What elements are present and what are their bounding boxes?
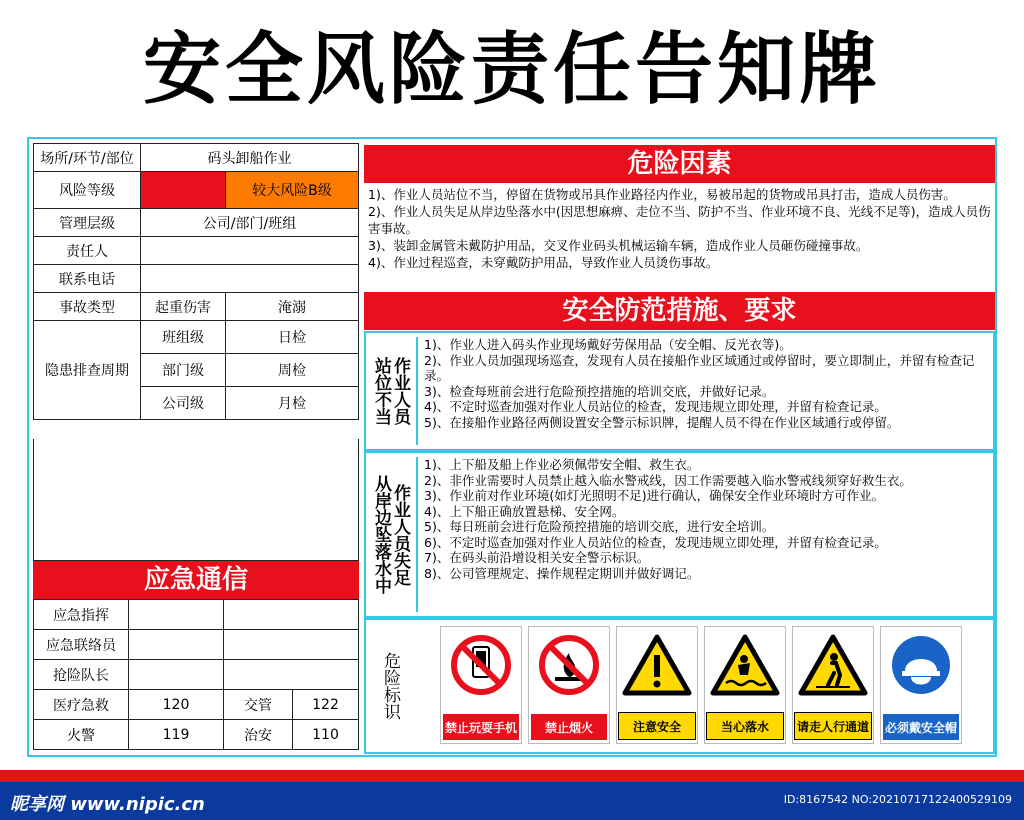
list-item: 7)、在码头前沿增设相关安全警示标识。 — [424, 550, 650, 565]
emergency-cell — [224, 660, 359, 690]
list-item: 1)、上下船及船上作业必须佩带安全帽、救生衣。 — [424, 457, 700, 472]
medical-number: 120 — [129, 690, 224, 720]
accident-label: 事故类型 — [34, 293, 141, 321]
check-period: 日检 — [226, 321, 359, 354]
phone-value — [141, 265, 359, 293]
block-label-col: 作业人员失足 — [390, 483, 410, 586]
footer-stripe — [0, 770, 1024, 782]
block-label-col: 站位不当 — [371, 357, 391, 425]
list-item: 3)、作业前对作业环境(如灯光照明不足)进行确认，确保安全作业环境时方可作业。 — [424, 488, 885, 503]
block-items — [416, 457, 989, 612]
fire-label: 火警 — [34, 720, 129, 750]
check-level: 公司级 — [141, 387, 226, 420]
resp-value — [141, 237, 359, 265]
block-items — [416, 337, 989, 445]
fall-water-icon — [710, 633, 780, 697]
sign-caution — [616, 626, 698, 744]
medical-label: 医疗急救 — [34, 690, 129, 720]
info-table — [33, 143, 359, 420]
list-item: 1)、作业人进入码头作业现场戴好劳保用品（安全帽、反光衣等)。 — [424, 337, 792, 352]
sign-label: 当心落水 — [706, 712, 784, 740]
block-label-col: 作业人员 — [390, 357, 410, 425]
walkway-icon — [798, 633, 868, 697]
sign-label: 禁止烟火 — [531, 714, 607, 740]
emergency-cell — [224, 600, 359, 630]
danger-list — [368, 186, 992, 271]
sign-helmet — [880, 626, 962, 744]
no-phone-icon — [449, 633, 513, 697]
list-item: 3)、检查每班前会进行危险预控措施的培训交底，并做好记录。 — [424, 383, 775, 399]
blank-area — [33, 439, 359, 561]
image-id: ID:8167542 NO:20210717122400529109 — [783, 793, 1012, 806]
check-period: 月检 — [226, 387, 359, 420]
risk-label: 风险等级 — [34, 172, 141, 209]
measures-title: 安全防范措施、要求 — [364, 292, 995, 330]
list-item: 6)、不定时巡查加强对作业人员站位的检查，发现违规立即处理，并留有检查记录。 — [424, 534, 887, 550]
phone-label: 联系电话 — [34, 265, 141, 293]
place-value: 码头卸船作业 — [141, 144, 359, 172]
measures-block-position — [364, 331, 995, 451]
place-label: 场所/环节/部位 — [34, 144, 141, 172]
block-label — [366, 333, 414, 449]
list-item: 4)、不定时巡查加强对作业人员站位的检查，发现违规立即处理，并留有检查记录。 — [424, 399, 887, 414]
block-label — [366, 453, 414, 616]
traffic-label: 交管 — [224, 690, 293, 720]
sign-label: 注意安全 — [618, 712, 696, 740]
sign-label: 禁止玩耍手机 — [443, 714, 519, 740]
risk-value: 较大风险B级 — [226, 172, 359, 209]
danger-item: 2)、作业人员失足从岸边坠落水中(因思想麻痹、走位不当、防护不当、作业环境不良、光线不足等)，造成人员伤害事故。 — [368, 204, 991, 236]
list-item: 2)、作业人员加强现场巡查，发现有人员在接船作业区域通过或停留时，要立即制止，并留有检查记录。 — [424, 352, 975, 383]
sign-label: 必须戴安全帽 — [883, 714, 959, 740]
list-item: 2)、非作业需要时人员禁止越入临水警戒线，因工作需要越入临水警戒线须穿好救生衣。 — [424, 472, 912, 488]
no-fire-icon — [537, 633, 601, 697]
sign-label: 请走人行通道 — [794, 712, 872, 740]
accident-type-2: 淹溺 — [226, 293, 359, 321]
emergency-cell — [129, 660, 224, 690]
police-number: 110 — [293, 720, 359, 750]
watermark: 昵享网 www.nipic.cn — [10, 794, 205, 815]
accident-type-1: 起重伤害 — [141, 293, 226, 321]
helmet-icon — [889, 633, 953, 697]
check-level: 部门级 — [141, 354, 226, 387]
fire-number: 119 — [129, 720, 224, 750]
check-level: 班组级 — [141, 321, 226, 354]
signs-row — [440, 626, 962, 744]
emergency-row-label: 应急联络员 — [34, 630, 129, 660]
emergency-cell — [224, 630, 359, 660]
danger-title: 危险因素 — [364, 145, 995, 183]
block-label-col: 从岸边坠落水中 — [371, 475, 391, 594]
traffic-number: 122 — [293, 690, 359, 720]
measures-block-fall — [364, 451, 995, 618]
check-period: 周检 — [226, 354, 359, 387]
emergency-row-label: 抢险队长 — [34, 660, 129, 690]
list-item: 5)、每日班前会进行危险预控措施的培训交底，进行安全培训。 — [424, 519, 775, 534]
danger-item: 3)、装卸金属管未戴防护用品，交叉作业码头机械运输车辆，造成作业人员砸伤碰撞事故。 — [368, 238, 869, 253]
emergency-row-label: 应急指挥 — [34, 600, 129, 630]
danger-item: 4)、作业过程巡查，未穿戴防护用品，导致作业人员烫伤事故。 — [368, 255, 719, 270]
sign-walkway — [792, 626, 874, 744]
danger-item: 1)、作业人员站位不当，停留在货物或吊具作业路径内作业，易被吊起的货物或吊具打击，造成人员伤害。 — [368, 187, 956, 202]
warning-icon — [622, 633, 692, 697]
emergency-cell — [129, 630, 224, 660]
emergency-title: 应急通信 — [33, 561, 359, 599]
page-title: 安全风险责任告知牌 — [142, 25, 881, 115]
list-item: 8)、公司管理规定、操作规程定期训并做好调记。 — [424, 565, 700, 581]
resp-label: 责任人 — [34, 237, 141, 265]
mgmt-label: 管理层级 — [34, 209, 141, 237]
list-item: 5)、在接船作业路径两侧设置安全警示标识牌，提醒人员不得在作业区域通行或停留。 — [424, 414, 900, 430]
police-label: 治安 — [224, 720, 293, 750]
sign-no-phone — [440, 626, 522, 744]
emergency-table — [33, 599, 359, 750]
emergency-cell — [129, 600, 224, 630]
list-item: 4)、上下船正确放置悬梯、安全网。 — [424, 503, 625, 519]
signs-label: 危险标识 — [380, 652, 400, 720]
sign-no-fire — [528, 626, 610, 744]
sign-fall-water — [704, 626, 786, 744]
risk-color-swatch — [141, 172, 226, 209]
check-label: 隐患排查周期 — [34, 321, 141, 420]
mgmt-value: 公司/部门/班组 — [141, 209, 359, 237]
